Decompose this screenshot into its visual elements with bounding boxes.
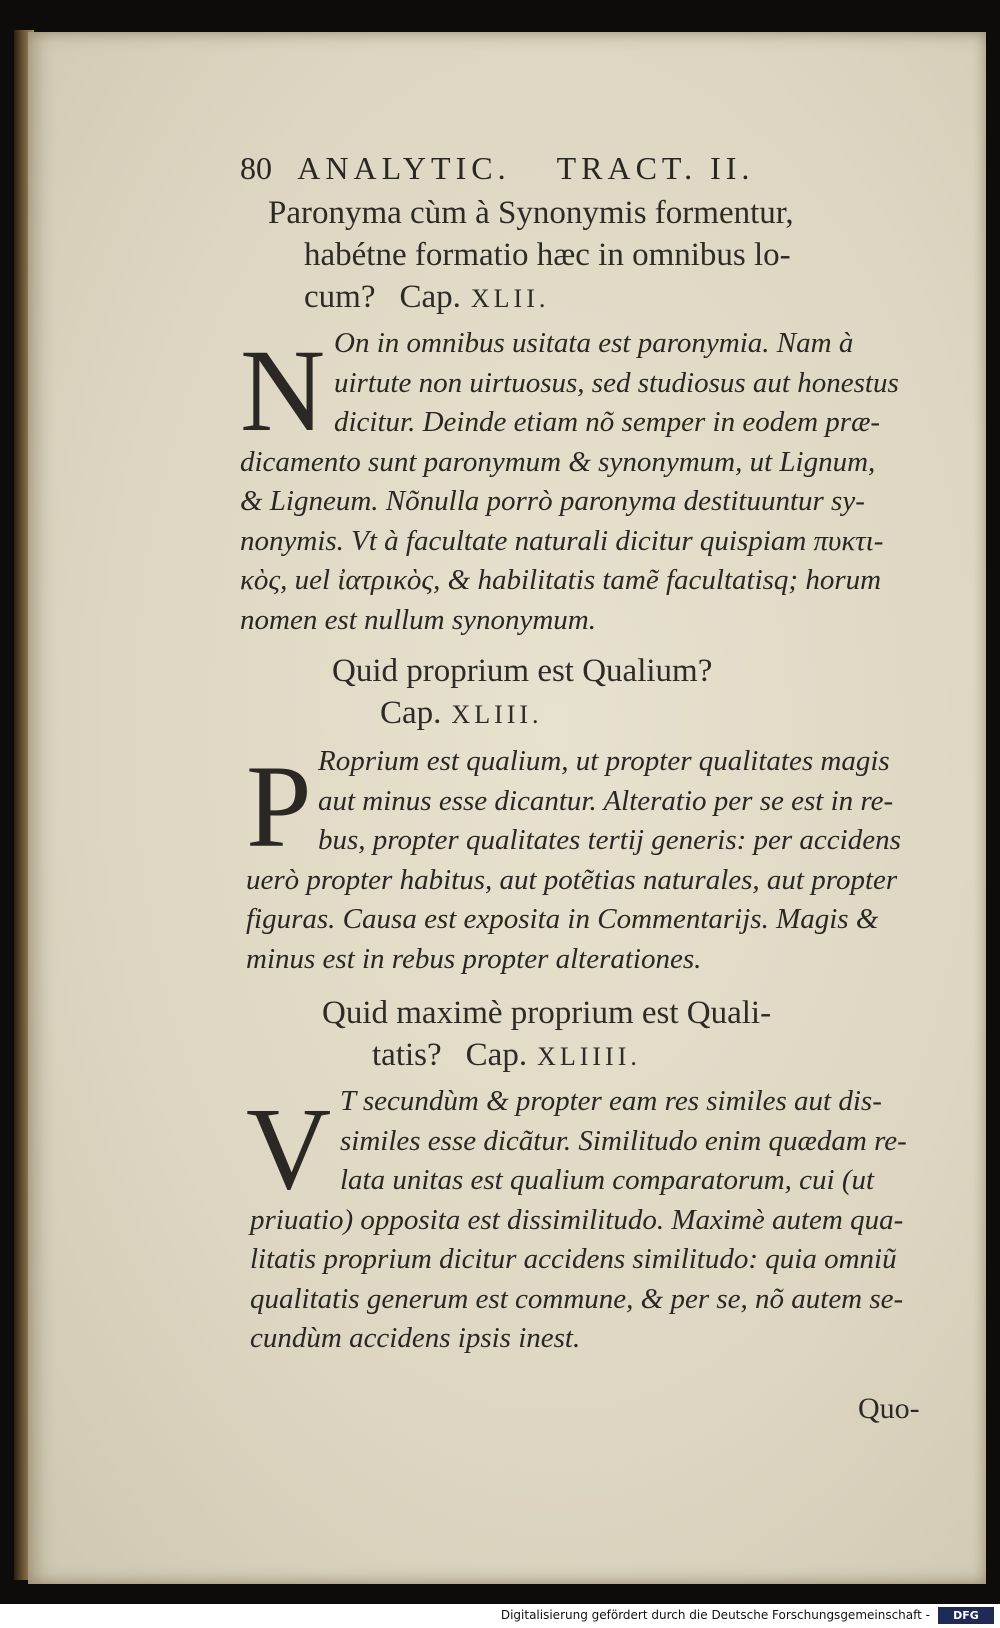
body-line: similes esse dicãtur. Similitudo enim quædam re-	[340, 1124, 907, 1157]
body-line: dicamento sunt paronymum & synonymum, ut Lignum,	[240, 445, 876, 478]
body-line: κὸς, uel ἰατρικὸς, & habilitatis tamẽ facultatisq; horum	[240, 564, 882, 596]
body-line: aut minus esse dicantur. Alteratio per se est in re-	[318, 784, 894, 817]
chapter-42-heading	[268, 192, 794, 320]
heading-line: Paronyma cùm à Synonymis formentur,	[268, 195, 794, 231]
body-line: & Ligneum. Nõnulla porrò paronyma destituuntur sy-	[240, 485, 865, 517]
body-line: T secundùm & propter eam res similes aut dis-	[340, 1085, 882, 1117]
body-line: litatis proprium dicitur accidens similitudo: quia omniũ	[250, 1243, 897, 1275]
body-line: On in omnibus usitata est paronymia. Nam à	[334, 327, 854, 359]
body-line: figuras. Causa est exposita in Commentarijs. Magis &	[246, 903, 879, 935]
body-line: nomen est nullum synonymum.	[240, 603, 597, 636]
heading-line-last: cum? Cap. XLII.	[304, 279, 550, 315]
running-header	[240, 150, 860, 187]
book-page	[28, 32, 986, 1584]
drop-cap-p: P	[246, 741, 312, 872]
footer-credit: Digitalisierung gefördert durch die Deutsche Forschungsgemeinschaft -	[500, 1608, 930, 1622]
chapter-44-heading	[322, 992, 771, 1078]
running-title-right: TRACT. II.	[556, 150, 755, 186]
chapter-43-body	[246, 742, 901, 979]
body-line: cundùm accidens ipsis inest.	[250, 1322, 581, 1354]
chapter-44-body	[250, 1082, 907, 1359]
body-line: lata unitas est qualium comparatorum, cui (ut	[340, 1164, 875, 1196]
heading-line: habétne formatio hæc in omnibus lo-	[304, 237, 791, 273]
body-line: uerò propter habitus, aut potẽtias naturales, aut propter	[246, 863, 898, 896]
body-line: qualitatis generum est commune, & per se, nõ autem se-	[250, 1282, 904, 1315]
running-title-left: ANALYTIC.	[297, 150, 511, 186]
heading-line-last: tatis? Cap. XLIIII.	[372, 1037, 641, 1073]
chapter-43-heading	[332, 650, 712, 736]
body-line: nonymis. Vt à facultate naturali dicitur quispiam πυκτι-	[240, 524, 884, 557]
body-line: dicitur. Deinde etiam nõ semper in eodem præ-	[334, 406, 881, 438]
catchword: Quo-	[858, 1392, 920, 1425]
body-line: minus est in rebus propter alterationes.	[246, 942, 702, 975]
body-line: Roprium est qualium, ut propter qualitates magis	[318, 745, 890, 777]
body-line: bus, propter qualitates tertij generis: per accidens	[318, 824, 901, 856]
heading-line: Quid maximè proprium est Quali-	[322, 995, 772, 1031]
body-line: priuatio) opposita est dissimilitudo. Maximè autem qua-	[250, 1203, 904, 1236]
chapter-42-body	[240, 324, 899, 640]
heading-line-last: Cap. XLIII.	[380, 695, 543, 731]
body-line: uirtute non uirtuosus, sed studiosus aut honestus	[334, 366, 899, 399]
dfg-logo: DFG	[938, 1607, 994, 1624]
heading-line: Quid proprium est Qualium?	[332, 653, 713, 689]
drop-cap-v: V	[246, 1083, 332, 1214]
page-number: 80	[240, 150, 272, 186]
drop-cap-n: N	[240, 325, 326, 456]
digitization-footer	[0, 1604, 1000, 1628]
